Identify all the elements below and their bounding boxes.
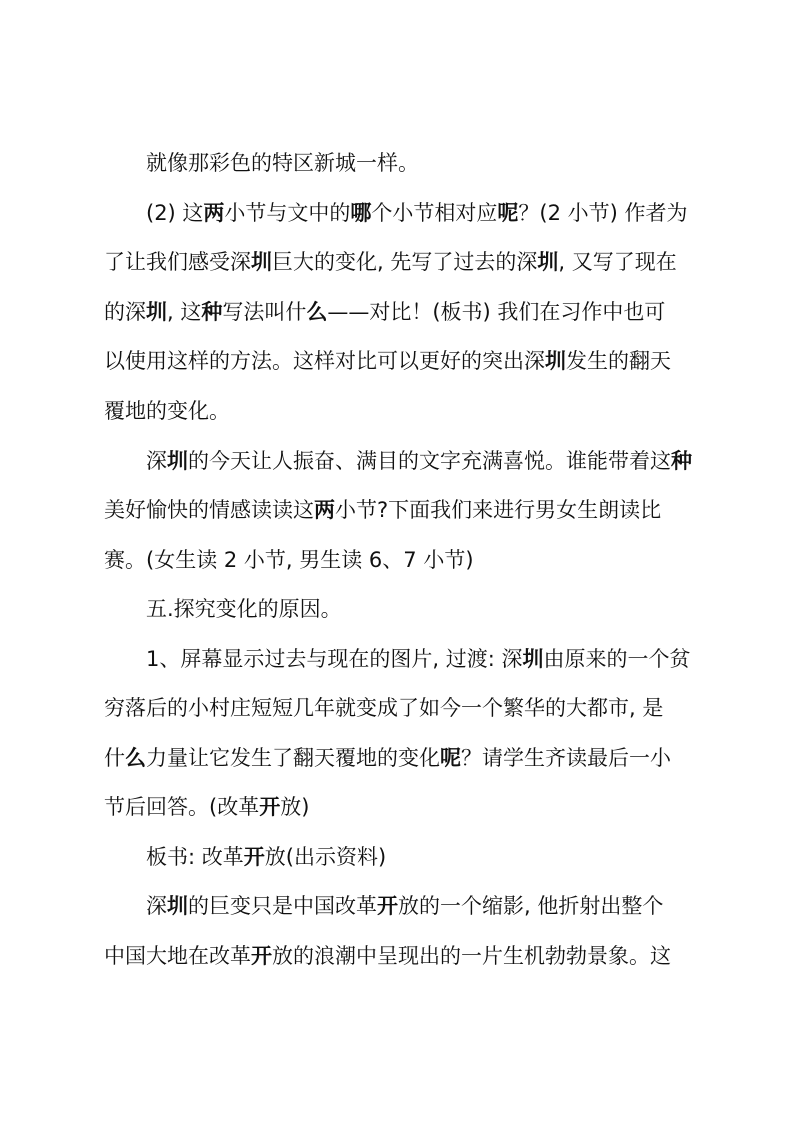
paragraph-line bbox=[104, 297, 694, 327]
text-run: 板书: 改革 bbox=[146, 845, 244, 869]
text-run: (2) 这 bbox=[146, 201, 204, 225]
text-run: , 又写了现在 bbox=[558, 250, 677, 274]
text-run: 节后回答。(改革 bbox=[104, 795, 260, 819]
text-run: ——对比！(板书) 我们在习作中也可 bbox=[327, 300, 666, 324]
bold-text-run: 圳 bbox=[251, 250, 272, 274]
board-note-line bbox=[146, 842, 694, 872]
bold-text-run: 开 bbox=[377, 894, 398, 918]
text-run: 穷落后的小村庄短短几年就变成了如今一个繁华的大都市, 是 bbox=[104, 696, 664, 720]
paragraph-line bbox=[146, 644, 694, 674]
paragraph-line bbox=[104, 247, 694, 277]
bold-text-run: 两 bbox=[203, 201, 225, 225]
text-run: 巨大的变化, 先写了过去的深 bbox=[272, 250, 538, 274]
text-run: 美好愉快的情感读读这 bbox=[104, 498, 314, 522]
bold-text-run: 圳 bbox=[537, 250, 559, 274]
bold-text-run: 呢 bbox=[497, 201, 519, 225]
bold-text-run: 圳 bbox=[545, 349, 566, 373]
bold-text-run: 哪 bbox=[350, 201, 372, 225]
text-run: 就像那彩色的特区新城一样。 bbox=[146, 151, 419, 175]
text-run: 了让我们感受深 bbox=[104, 250, 251, 274]
paragraph-line bbox=[146, 198, 694, 228]
text-run: 以使用这样的方法。这样对比可以更好的突出深 bbox=[104, 349, 545, 373]
paragraph-line bbox=[146, 446, 694, 476]
text-run: 放(出示资料) bbox=[264, 845, 387, 869]
bold-text-run: 圳 bbox=[522, 647, 544, 671]
text-run: , 这 bbox=[167, 300, 202, 324]
paragraph-line bbox=[104, 346, 694, 376]
text-run: ？(2 小节) 作者为 bbox=[518, 201, 688, 225]
paragraph-line bbox=[104, 495, 694, 525]
bold-text-run: 呢 bbox=[440, 746, 461, 770]
text-run: 放的一个缩影, 他折射出整个 bbox=[398, 894, 664, 918]
bold-text-run: 圳 bbox=[167, 894, 188, 918]
paragraph-line bbox=[104, 545, 694, 575]
text-run: 中国大地在改革 bbox=[104, 944, 251, 968]
bold-text-run: 么 bbox=[125, 746, 146, 770]
text-run: 个小节相对应 bbox=[371, 201, 498, 225]
paragraph-line bbox=[104, 792, 694, 822]
text-run: 覆地的变化。 bbox=[104, 399, 230, 423]
text-run: 小节与文中的 bbox=[224, 201, 351, 225]
text-run: 力量让它发生了翻天覆地的变化 bbox=[146, 746, 440, 770]
paragraph-line bbox=[146, 148, 694, 178]
bold-text-run: 种 bbox=[201, 300, 223, 324]
text-run: 1、屏幕显示过去与现在的图片, 过渡: 深 bbox=[146, 647, 523, 671]
text-run: 的今天让人振奋、满目的文字充满喜悦。谁能带着这 bbox=[188, 449, 671, 473]
text-run: 放的浪潮中呈现出的一片生机勃勃景象。这 bbox=[272, 944, 671, 968]
text-run: 深 bbox=[146, 894, 167, 918]
text-run: 写法叫什 bbox=[222, 300, 307, 324]
bold-text-run: 圳 bbox=[167, 449, 188, 473]
bold-text-run: 种 bbox=[671, 449, 692, 473]
text-run: 发生的翻天 bbox=[566, 349, 671, 373]
text-run: 的巨变只是中国改革 bbox=[188, 894, 377, 918]
paragraph-line bbox=[104, 396, 694, 426]
text-run: 由原来的一个贫 bbox=[543, 647, 691, 671]
text-run: 小节?下面我们来进行男女生朗读比 bbox=[335, 498, 662, 522]
bold-text-run: 开 bbox=[251, 944, 272, 968]
text-run: 五.探究变化的原因。 bbox=[146, 597, 342, 621]
paragraph-line bbox=[104, 743, 694, 773]
text-run: 什 bbox=[104, 746, 125, 770]
section-heading bbox=[146, 594, 694, 624]
bold-text-run: 开 bbox=[243, 845, 265, 869]
text-run: ？请学生齐读最后一小 bbox=[461, 746, 671, 770]
bold-text-run: 么 bbox=[306, 300, 328, 324]
text-run: 的深 bbox=[104, 300, 146, 324]
text-run: 赛。(女生读 2 小节, 男生读 6、7 小节) bbox=[104, 548, 474, 572]
paragraph-line bbox=[104, 941, 694, 971]
text-run: 放) bbox=[280, 795, 310, 819]
bold-text-run: 开 bbox=[259, 795, 281, 819]
text-run: 深 bbox=[146, 449, 167, 473]
bold-text-run: 两 bbox=[314, 498, 335, 522]
bold-text-run: 圳 bbox=[146, 300, 167, 324]
paragraph-line bbox=[104, 693, 694, 723]
paragraph-line bbox=[146, 891, 694, 921]
